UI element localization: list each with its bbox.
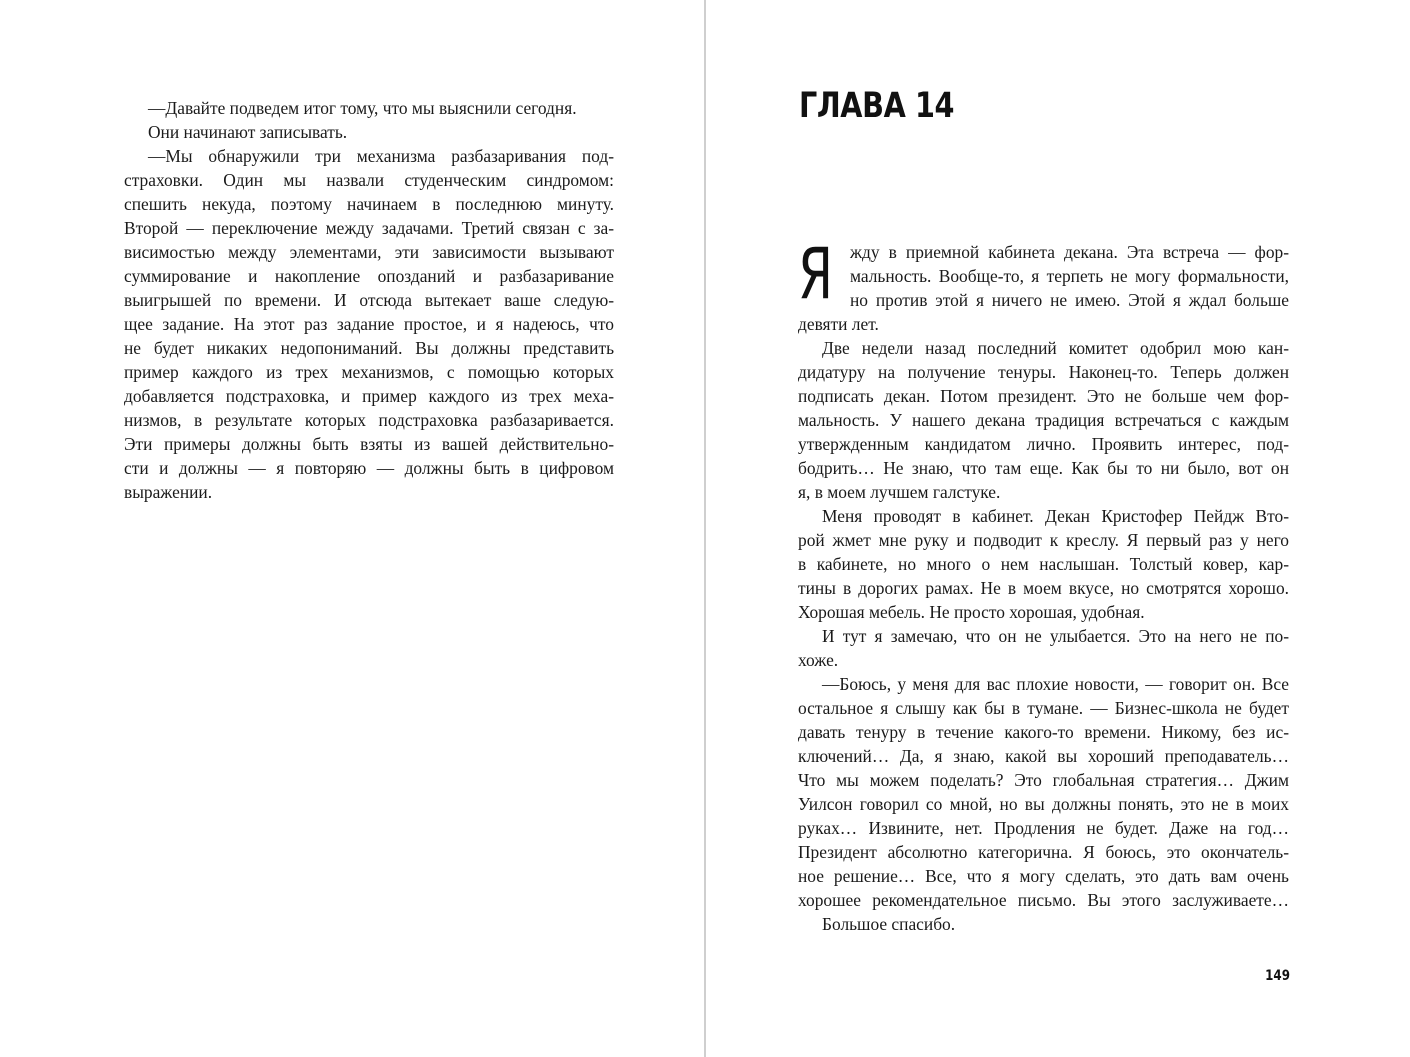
text-line: не будет никаких недопониманий. Вы должны представить	[124, 338, 614, 358]
text-line: Две недели назад последний комитет одобрил мою кан-	[822, 338, 1289, 358]
text-line: Президент абсолютно категорична. Я боюсь, это окончатель-	[798, 842, 1289, 862]
text-line: Они начинают записывать.	[148, 122, 348, 142]
text-line: в кабинете, но много о нем наслышан. Толстый ковер, кар-	[798, 554, 1289, 574]
text-line: подписать декан. Потом президент. Это не больше чем фор-	[798, 386, 1289, 406]
text-line: мальность. Вообще-то, я терпеть не могу формальности,	[850, 266, 1289, 286]
text-line: Второй — переключение между задачами. Третий связан с за-	[124, 218, 614, 238]
text-line: спешить некуда, поэтому начинаем в последнюю минуту.	[124, 194, 614, 214]
text-line: давать тенуру в течение какого-то времени. Никому, без ис-	[798, 722, 1289, 742]
text-line: —Мы обнаружили три механизма разбазаривания под-	[148, 146, 614, 166]
text-line: выигрышей по времени. И отсюда вытекает ваше следую-	[124, 290, 614, 310]
drop-cap: Я	[798, 233, 834, 315]
text-line: я, в моем лучшем галстуке.	[798, 482, 1001, 502]
text-line: мальность. У нашего декана традиция встречаться с каждым	[798, 410, 1289, 430]
text-line: хоже.	[798, 650, 839, 670]
text-line: пример каждого из трех механизмов, с помощью которых	[124, 362, 614, 382]
text-line: дидатуру на получение тенуры. Наконец-то. Теперь должен	[798, 362, 1289, 382]
text-line: сти и должны — я повторяю — должны быть в цифровом	[124, 458, 614, 478]
text-line: добавляется подстраховка, и пример каждого из трех меха-	[124, 386, 614, 406]
text-line: бодрить… Не знаю, что там еще. Как бы то ни было, вот он	[798, 458, 1289, 478]
text-line: утвержденным кандидатом лично. Проявить интерес, под-	[798, 434, 1289, 454]
right-page	[707, 0, 1410, 1057]
text-line: жду в приемной кабинета декана. Эта встреча — фор-	[850, 242, 1289, 262]
text-line: Большое спасибо.	[822, 914, 956, 934]
text-line: остальное я слышу как бы в тумане. — Бизнес-школа не будет	[798, 698, 1289, 718]
text-line: ключений… Да, я знаю, какой вы хороший преподаватель…	[798, 746, 1289, 766]
book-gutter	[704, 0, 706, 1057]
text-line: выражении.	[124, 482, 213, 502]
text-line: Меня проводят в кабинет. Декан Кристофер Пейдж Вто-	[822, 506, 1289, 526]
text-line: тины в дорогих рамах. Не в моем вкусе, но смотрятся хорошо.	[798, 578, 1289, 598]
text-line: Уилсон говорил со мной, но вы должны понять, это не в моих	[798, 794, 1289, 814]
text-line: руках… Извините, нет. Продления не будет. Даже на год…	[798, 818, 1289, 838]
text-line: суммирование и накопление опозданий и разбазаривание	[124, 266, 614, 286]
text-line: висимостью между элементами, эти зависимости вызывают	[124, 242, 614, 262]
text-line: щее задание. На этот раз задание простое, и я надеюсь, что	[124, 314, 614, 334]
text-line: Эти примеры должны быть взяты из вашей действительно-	[124, 434, 614, 454]
page-number: 149	[1265, 968, 1290, 984]
text-line: хорошее рекомендательное письмо. Вы этого заслуживаете…	[798, 890, 1289, 910]
text-line: —Давайте подведем итог тому, что мы выяснили сегодня.	[148, 98, 577, 118]
chapter-title: ГЛАВА 14	[799, 86, 955, 126]
right-page-text	[798, 233, 1289, 936]
text-line: ное решение… Все, что я могу сделать, это дать вам очень	[798, 866, 1289, 886]
text-line: девяти лет.	[798, 314, 879, 334]
text-line: низмов, в результате которых подстраховка разбазаривается.	[124, 410, 614, 430]
text-line: И тут я замечаю, что он не улыбается. Это на него не по-	[822, 626, 1289, 646]
text-line: Хорошая мебель. Не просто хорошая, удобная.	[798, 602, 1145, 622]
text-line: Что мы можем поделать? Это глобальная стратегия… Джим	[798, 770, 1289, 790]
text-line: рой жмет мне руку и подводит к креслу. Я первый раз у него	[798, 530, 1289, 550]
text-line: —Боюсь, у меня для вас плохие новости, — говорит он. Все	[822, 674, 1289, 694]
text-line: но против этой я ничего не имею. Этой я ждал больше	[850, 290, 1289, 310]
text-line: страховки. Один мы назвали студенческим синдромом:	[124, 170, 614, 190]
left-page-text	[124, 96, 614, 504]
